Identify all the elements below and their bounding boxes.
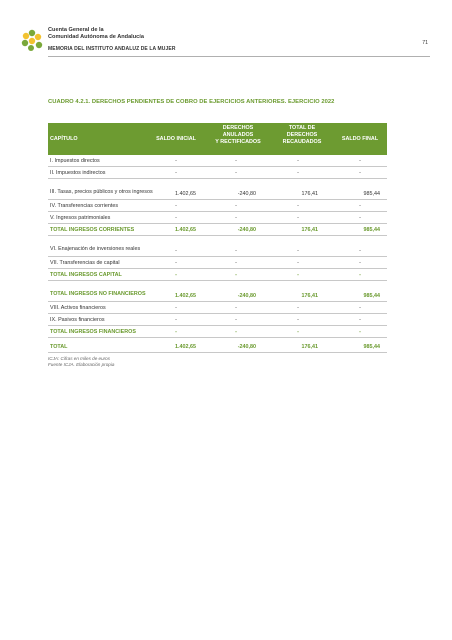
header-derechos-anulados-line2: ANULADOS xyxy=(222,132,254,139)
row-label: TOTAL INGRESOS CORRIENTES xyxy=(50,227,135,233)
cell-derechos-anulados: - xyxy=(235,329,237,335)
cell-derechos-recaudados: - xyxy=(297,248,299,254)
cell-derechos-recaudados: - xyxy=(297,272,299,278)
cell-saldo-inicial: - xyxy=(175,272,177,278)
table-caption: CUADRO 4.2.1. DERECHOS PENDIENTES DE COBRO DE EJERCICIOS ANTERIORES. EJERCICIO 2022 xyxy=(48,99,335,105)
table-notes xyxy=(48,356,114,369)
cell-derechos-recaudados: - xyxy=(297,317,299,323)
table-row xyxy=(48,167,387,179)
cell-saldo-final: - xyxy=(359,203,361,209)
table-header xyxy=(48,123,387,155)
table-row xyxy=(48,326,387,338)
cell-saldo-inicial: - xyxy=(175,215,177,221)
header-saldo-final: SALDO FINAL xyxy=(341,136,379,142)
cell-saldo-final: - xyxy=(359,248,361,254)
table-row xyxy=(48,236,387,257)
cell-derechos-anulados: - xyxy=(235,248,237,254)
cell-derechos-anulados: - xyxy=(235,170,237,176)
cell-saldo-inicial: 1.402,65 xyxy=(175,191,196,197)
table-row xyxy=(48,212,387,224)
row-label: VIII. Activos financieros xyxy=(50,305,106,311)
cell-derechos-anulados: -240,80 xyxy=(237,227,256,233)
cell-saldo-final: - xyxy=(359,272,361,278)
table-row xyxy=(48,179,387,200)
row-label: III. Tasas, precios públicos y otros ingresos xyxy=(50,189,153,196)
row-label: VI. Enajenación de inversiones reales xyxy=(50,246,141,253)
table-row xyxy=(48,338,387,353)
organization-name xyxy=(48,27,144,41)
row-label: V. Ingresos patrimoniales xyxy=(50,215,111,221)
table-row xyxy=(48,302,387,314)
cell-derechos-anulados: -240,80 xyxy=(237,191,256,197)
cell-saldo-final: - xyxy=(359,329,361,335)
table-row xyxy=(48,314,387,326)
row-label: I. Impuestos directos xyxy=(50,158,100,164)
table-row xyxy=(48,281,387,302)
cell-derechos-recaudados: - xyxy=(297,260,299,266)
table-row xyxy=(48,257,387,269)
cell-saldo-final: 985,44 xyxy=(363,191,380,197)
table-row xyxy=(48,224,387,236)
cell-saldo-inicial: - xyxy=(175,203,177,209)
memoria-title: MEMORIA DEL INSTITUTO ANDALUZ DE LA MUJER xyxy=(48,46,176,52)
institution-logo-icon xyxy=(20,28,44,52)
header-divider xyxy=(48,56,430,57)
table-body xyxy=(48,155,387,353)
header-total-derechos-line2: DERECHOS xyxy=(286,132,318,139)
cell-saldo-inicial: - xyxy=(175,329,177,335)
cell-derechos-recaudados: 176,41 xyxy=(301,293,318,299)
cell-derechos-recaudados: - xyxy=(297,305,299,311)
cell-saldo-inicial: - xyxy=(175,317,177,323)
table-row xyxy=(48,155,387,167)
cell-derechos-anulados: - xyxy=(235,317,237,323)
row-label: VII. Transferencias de capital xyxy=(50,260,120,266)
cell-saldo-final: - xyxy=(359,170,361,176)
cell-derechos-recaudados: - xyxy=(297,203,299,209)
cell-derechos-recaudados: 176,41 xyxy=(301,191,318,197)
header-total-derechos-line3: RECAUDADOS xyxy=(282,139,322,146)
cell-saldo-inicial: - xyxy=(175,305,177,311)
cell-derechos-anulados: - xyxy=(235,260,237,266)
row-label: II. Impuestos indirectos xyxy=(50,170,106,176)
cell-derechos-recaudados: 176,41 xyxy=(301,344,318,350)
row-label: IX. Pasivos financieros xyxy=(50,317,105,323)
cell-saldo-final: 985,44 xyxy=(363,227,380,233)
cell-saldo-inicial: 1.402,65 xyxy=(175,293,196,299)
note-source: Fuente ICJA. Elaboración propia xyxy=(48,362,115,368)
header-total-derechos xyxy=(272,125,332,147)
row-label: TOTAL xyxy=(50,344,68,350)
cell-derechos-recaudados: - xyxy=(297,215,299,221)
note-units: ICJA: Cifras en miles de euros xyxy=(48,356,111,361)
table-row xyxy=(48,269,387,281)
header-derechos-anulados-line1: DERECHOS xyxy=(222,125,254,131)
header-saldo-inicial: SALDO INICIAL xyxy=(156,136,196,142)
row-label: TOTAL INGRESOS CAPITAL xyxy=(50,272,122,278)
cell-derechos-recaudados: - xyxy=(297,158,299,164)
cell-saldo-final: - xyxy=(359,158,361,164)
header-total-derechos-line1: TOTAL DE xyxy=(288,125,316,131)
cell-saldo-inicial: 1.402,65 xyxy=(175,227,196,233)
cell-saldo-final: - xyxy=(359,260,361,266)
cell-derechos-anulados: - xyxy=(235,158,237,164)
cell-saldo-final: - xyxy=(359,317,361,323)
cell-derechos-recaudados: - xyxy=(297,170,299,176)
cell-saldo-inicial: - xyxy=(175,170,177,176)
row-label: TOTAL INGRESOS FINANCIEROS xyxy=(50,329,136,335)
derechos-table xyxy=(48,123,387,353)
table-row xyxy=(48,200,387,212)
row-label: TOTAL INGRESOS NO FINANCIEROS xyxy=(50,291,146,298)
cell-derechos-recaudados: 176,41 xyxy=(301,227,318,233)
org-line-1: Cuenta General de la xyxy=(48,27,104,33)
page-number: 71 xyxy=(422,40,428,46)
cell-derechos-recaudados: - xyxy=(297,329,299,335)
header-capitulo: CAPÍTULO xyxy=(50,136,78,142)
cell-saldo-final: - xyxy=(359,215,361,221)
header-derechos-anulados xyxy=(206,125,270,147)
cell-derechos-anulados: -240,80 xyxy=(237,293,256,299)
cell-saldo-final: - xyxy=(359,305,361,311)
page-header xyxy=(20,24,432,58)
cell-derechos-anulados: - xyxy=(235,305,237,311)
cell-derechos-anulados: - xyxy=(235,272,237,278)
cell-saldo-inicial: 1.402,65 xyxy=(175,344,196,350)
cell-saldo-final: 985,44 xyxy=(363,344,380,350)
org-line-2: Comunidad Autónoma de Andalucía xyxy=(48,34,144,40)
header-derechos-anulados-line3: Y RECTIFICADOS xyxy=(215,139,261,146)
cell-saldo-inicial: - xyxy=(175,248,177,254)
cell-derechos-anulados: -240,80 xyxy=(237,344,256,350)
row-label: IV. Transferencias corrientes xyxy=(50,203,119,209)
cell-saldo-inicial: - xyxy=(175,260,177,266)
cell-saldo-inicial: - xyxy=(175,158,177,164)
cell-derechos-anulados: - xyxy=(235,203,237,209)
cell-derechos-anulados: - xyxy=(235,215,237,221)
cell-saldo-final: 985,44 xyxy=(363,293,380,299)
